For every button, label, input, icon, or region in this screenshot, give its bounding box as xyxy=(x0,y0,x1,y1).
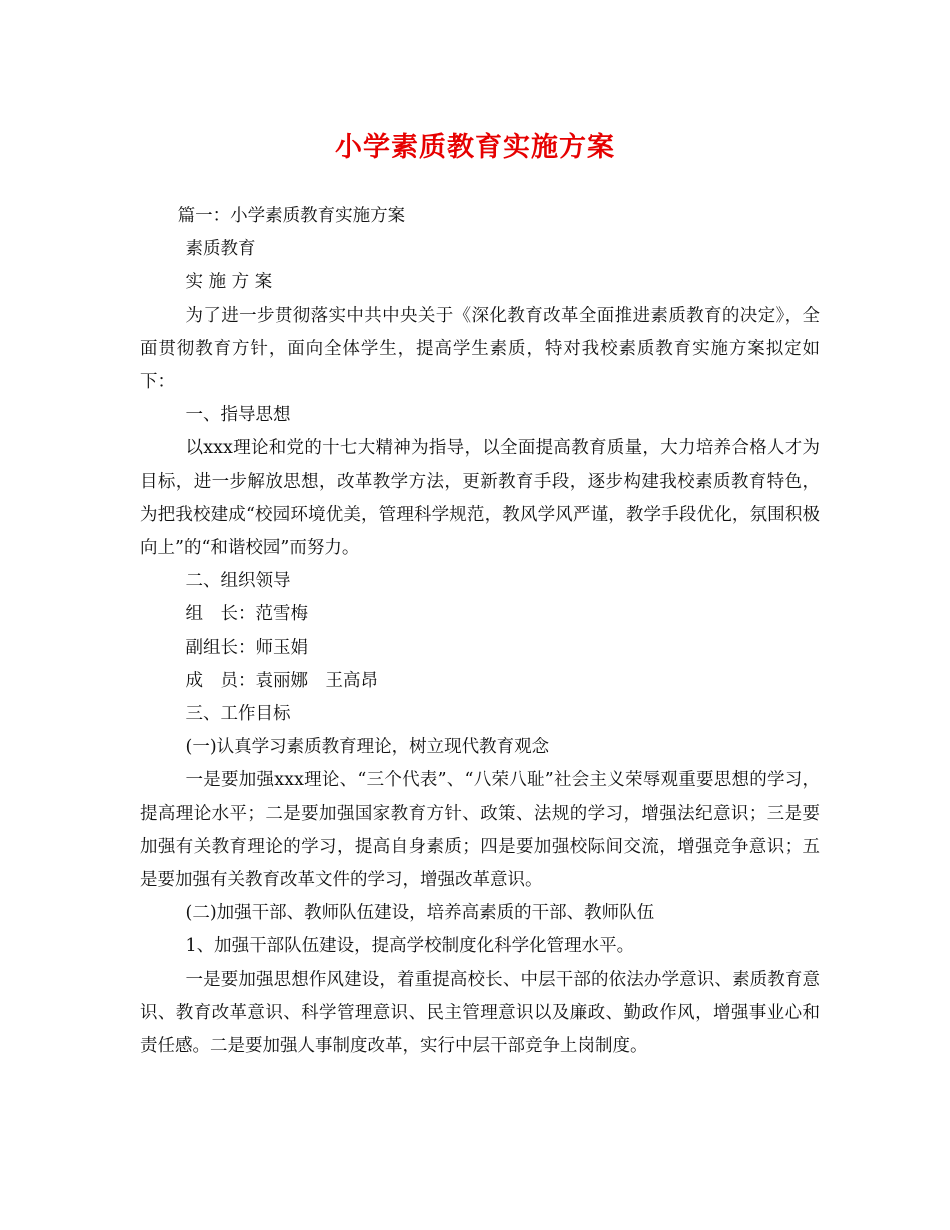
section-heading: 一、指导思想 xyxy=(185,405,291,426)
list-item: 1、加强干部队伍建设，提高学校制度化科学化管理水平。 xyxy=(185,936,635,957)
leader-line: 组 长：范雪梅 xyxy=(185,604,308,625)
document-body xyxy=(140,200,820,1063)
subsection-heading: (二)加强干部、教师队伍建设，培养高素质的干部、教师队伍 xyxy=(185,903,655,924)
body-paragraph: 一是要加强xxx理论、“三个代表”、“八荣八耻”社会主义荣辱观重要思想的学习，提高理论水平；二是要加强国家教育方针、政策、法规的学习，增强法纪意识；三是要加强有关教育理论的学习，提高自身素质；四是要加强校际间交流，增强竞争意识；五是要加强有关教育改革文件的学习，增强改革意识。 xyxy=(140,770,820,891)
body-paragraph: 为了进一步贯彻落实中共中央关于《深化教育改革全面推进素质教育的决定》，全面贯彻教育方针，面向全体学生，提高学生素质，特对我校素质教育实施方案拟定如下： xyxy=(140,305,820,393)
body-paragraph: 以xxx理论和党的十七大精神为指导，以全面提高教育质量，大力培养合格人才为目标，进一步解放思想，改革教学方法，更新教育手段，逐步构建我校素质教育特色，为把我校建成“校园环境优美，管理科学规范，教风学风严谨，教学手段优化，氛围积极向上”的“和谐校园”而努力。 xyxy=(140,438,820,559)
section-heading: 三、工作目标 xyxy=(185,704,291,725)
leader-line: 副组长：师玉娟 xyxy=(185,637,308,658)
section-heading: 二、组织领导 xyxy=(185,571,291,592)
subsection-heading: (一)认真学习素质教育理论，树立现代教育观念 xyxy=(185,737,550,758)
section-heading: 篇一：小学素质教育实施方案 xyxy=(177,206,406,226)
document-title: 小学素质教育实施方案 xyxy=(335,132,615,163)
body-paragraph: 一是要加强思想作风建设，着重提高校长、中层干部的依法办学意识、素质教育意识、教育改革意识、科学管理意识、民主管理意识以及廉政、勤政作风，增强事业心和责任感。二是要加强人事制度改革，实行中层干部竞争上岗制度。 xyxy=(140,969,820,1057)
subtitle-line: 实 施 方 案 xyxy=(185,272,273,293)
leader-line: 成 员：袁丽娜 王高昂 xyxy=(185,670,378,691)
subtitle-line: 素质教育 xyxy=(185,239,256,260)
